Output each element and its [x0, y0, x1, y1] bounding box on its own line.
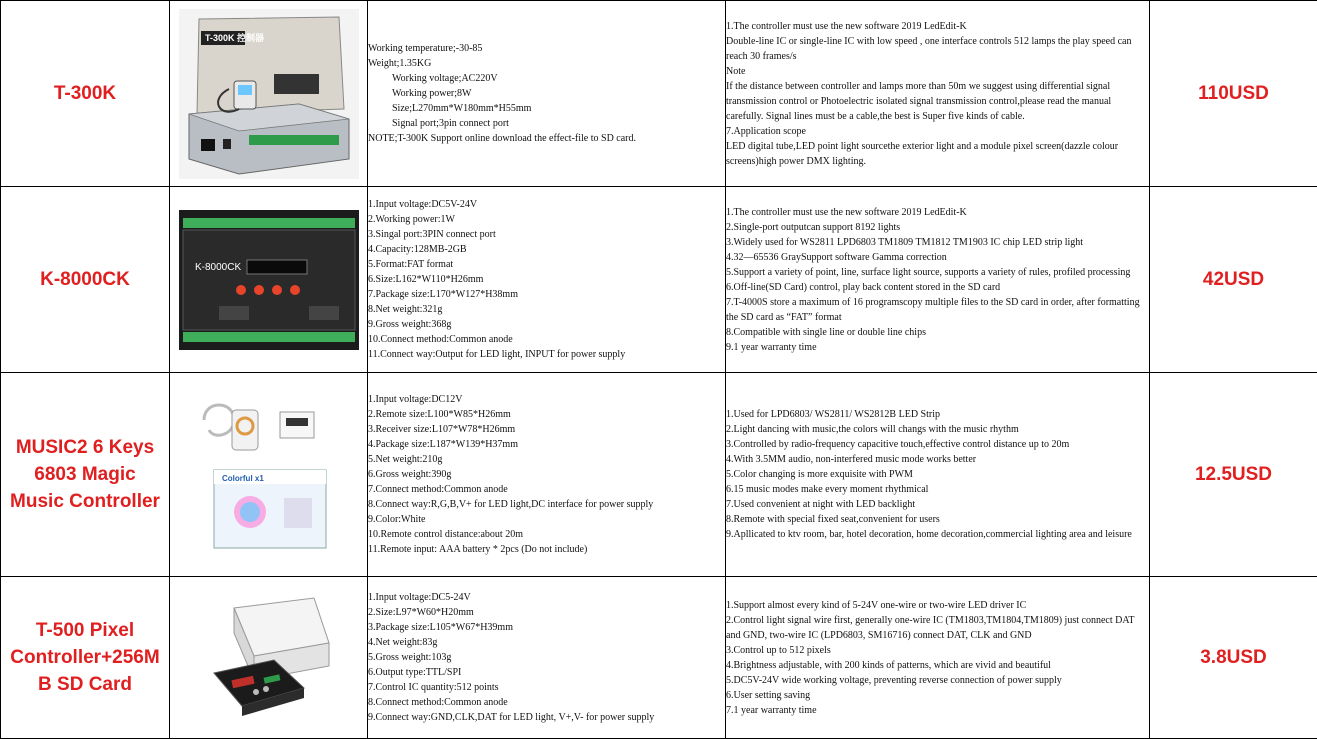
feature-item: 5.Color changing is more exquisite with PWM: [726, 467, 1149, 482]
feature-item: 9.1 year warranty time: [726, 340, 1149, 355]
spec-item: 1.Input voltage:DC5-24V: [368, 590, 725, 605]
product-name-line: K-8000CK: [1, 266, 169, 293]
product-name-line: T-500 Pixel: [1, 617, 169, 644]
k8000ck-controller-image: [179, 210, 359, 350]
feature-list: [726, 373, 1150, 577]
spec-item: 9.Connect way:GND,CLK,DAT for LED light, V+,V- for power supply: [368, 710, 725, 725]
spec-item: 8.Connect method:Common anode: [368, 695, 725, 710]
feature-list: [726, 1, 1150, 187]
feature-item: 6.15 music modes make every moment rhythmical: [726, 482, 1149, 497]
spec-item: 4.Capacity:128MB-2GB: [368, 242, 725, 257]
spec-item: 9.Gross weight:368g: [368, 317, 725, 332]
box-label: Colorful x1: [222, 474, 264, 483]
feature-item: 1.Support almost every kind of 5-24V one-wire or two-wire LED driver IC: [726, 598, 1149, 613]
table-row: [1, 577, 1317, 739]
product-name: [1, 1, 170, 187]
spec-item: 7.Package size:L170*W127*H38mm: [368, 287, 725, 302]
spec-item: 11.Connect way:Output for LED light, INPUT for power supply: [368, 347, 725, 362]
feature-item: 6.User setting saving: [726, 688, 1149, 703]
spec-item: 4.Net weight:83g: [368, 635, 725, 650]
feature-item: 7.Used convenient at night with LED backlight: [726, 497, 1149, 512]
spec-item: 6.Output type:TTL/SPI: [368, 665, 725, 680]
spec-item: 5.Format:FAT format: [368, 257, 725, 272]
spec-item: 5.Net weight:210g: [368, 452, 725, 467]
spec-item: 10.Remote control distance:about 20m: [368, 527, 725, 542]
spec-item: Working power;8W: [368, 86, 725, 101]
feature-item: 2.Single-port outputcan support 8192 lights: [726, 220, 1149, 235]
feature-item: Note: [726, 64, 1149, 79]
product-photo: [170, 373, 368, 577]
product-photo: [170, 1, 368, 187]
spec-item: 3.Package size:L105*W67*H39mm: [368, 620, 725, 635]
feature-item: LED digital tube,LED point light sourcethe exterior light and a module pixel screen(dazzle colour screens)high power DMX lighting.: [726, 139, 1149, 169]
spec-item: Size;L270mm*W180mm*H55mm: [368, 101, 725, 116]
spec-item: 2.Size:L97*W60*H20mm: [368, 605, 725, 620]
spec-item: 2.Remote size:L100*W85*H26mm: [368, 407, 725, 422]
table-row: [1, 187, 1317, 373]
t300k-controller-image: [179, 9, 359, 179]
box-label: T-300K 控制器: [205, 32, 264, 43]
product-photo: [170, 577, 368, 739]
spec-item: 6.Size:L162*W110*H26mm: [368, 272, 725, 287]
spec-item: 5.Gross weight:103g: [368, 650, 725, 665]
product-name-line: Music Controller: [1, 488, 169, 515]
spec-item: 6.Gross weight:390g: [368, 467, 725, 482]
product-price: 110USD: [1150, 1, 1317, 187]
feature-item: 7.Application scope: [726, 124, 1149, 139]
product-name-line: Controller+256M: [1, 644, 169, 671]
feature-item: 4.32—65536 GraySupport software Gamma correction: [726, 250, 1149, 265]
feature-item: 8.Remote with special fixed seat,convenient for users: [726, 512, 1149, 527]
spec-item: 8.Net weight:321g: [368, 302, 725, 317]
feature-list: [726, 187, 1150, 373]
spec-item: 4.Package size:L187*W139*H37mm: [368, 437, 725, 452]
product-name: [1, 373, 170, 577]
music-controller-image: [194, 390, 344, 560]
feature-item: If the distance between controller and lamps more than 50m we suggest using differential signal transmission control or Photoelectric isolated signal transmission control,please read the manual carefully. Signal lines must be a cable,the best is Super five kinds of cable.: [726, 79, 1149, 124]
spec-list: [368, 187, 726, 373]
spec-item: 7.Connect method:Common anode: [368, 482, 725, 497]
spec-item: Working voltage;AC220V: [368, 71, 725, 86]
spec-item: 9.Color:White: [368, 512, 725, 527]
table-row: [1, 373, 1317, 577]
feature-item: 3.Widely used for WS2811 LPD6803 TM1809 TM1812 TM1903 IC chip LED strip light: [726, 235, 1149, 250]
product-price: 3.8USD: [1150, 577, 1317, 739]
feature-item: 9.Apllicated to ktv room, bar, hotel decoration, home decoration,commercial lighting area and leisure: [726, 527, 1149, 542]
feature-item: 2.Control light signal wire first, generally one-wire IC (TM1803,TM1804,TM1809) just connect DAT and GND, two-wire IC (LPD6803, SM16716) connect DAT, CLK and GND: [726, 613, 1149, 643]
feature-item: Double-line IC or single-line IC with low speed , one interface controls 512 lamps the play speed can reach 30 frames/s: [726, 34, 1149, 64]
feature-item: 4.With 3.5MM audio, non-interfered music mode works better: [726, 452, 1149, 467]
t500-controller-image: [194, 588, 344, 728]
product-price: 42USD: [1150, 187, 1317, 373]
feature-item: 4.Brightness adjustable, with 200 kinds of patterns, which are vivid and beautiful: [726, 658, 1149, 673]
spec-item: 7.Control IC quantity:512 points: [368, 680, 725, 695]
product-photo: [170, 187, 368, 373]
table-row: [1, 1, 1317, 187]
feature-item: 1.Used for LPD6803/ WS2811/ WS2812B LED Strip: [726, 407, 1149, 422]
spec-item: 8.Connect way:R,G,B,V+ for LED light,DC interface for power supply: [368, 497, 725, 512]
spec-item: 3.Receiver size:L107*W78*H26mm: [368, 422, 725, 437]
spec-item: Working temperature;-30-85: [368, 41, 725, 56]
feature-list: [726, 577, 1150, 739]
product-name-line: B SD Card: [1, 671, 169, 698]
spec-item: NOTE;T-300K Support online download the effect-file to SD card.: [368, 131, 725, 146]
feature-item: 3.Control up to 512 pixels: [726, 643, 1149, 658]
feature-item: 3.Controlled by radio-frequency capacitive touch,effective control distance up to 20m: [726, 437, 1149, 452]
spec-item: 11.Remote input: AAA battery * 2pcs (Do not include): [368, 542, 725, 557]
spec-item: 2.Working power:1W: [368, 212, 725, 227]
spec-item: Signal port;3pin connect port: [368, 116, 725, 131]
feature-item: 6.Off-line(SD Card) control, play back content stored in the SD card: [726, 280, 1149, 295]
feature-item: 2.Light dancing with music,the colors will changs with the music rhythm: [726, 422, 1149, 437]
product-name-line: MUSIC2 6 Keys: [1, 434, 169, 461]
feature-item: 5.DC5V-24V wide working voltage, preventing reverse connection of power supply: [726, 673, 1149, 688]
spec-list: [368, 373, 726, 577]
feature-item: 7.T-4000S store a maximum of 16 programscopy multiple files to the SD card in order, after formatting the SD card as “FAT” format: [726, 295, 1149, 325]
product-name-line: T-300K: [1, 80, 169, 107]
feature-item: 5.Support a variety of point, line, surface light source, supports a variety of rules, profiled processing: [726, 265, 1149, 280]
panel-label: K-8000CK: [195, 262, 241, 273]
feature-item: 8.Compatible with single line or double line chips: [726, 325, 1149, 340]
spec-item: 3.Singal port:3PIN connect port: [368, 227, 725, 242]
spec-item: 1.Input voltage:DC5V-24V: [368, 197, 725, 212]
spec-item: Weight;1.35KG: [368, 56, 725, 71]
spec-list: [368, 1, 726, 187]
product-price: 12.5USD: [1150, 373, 1317, 577]
spec-item: 10.Connect method:Common anode: [368, 332, 725, 347]
product-name: [1, 577, 170, 739]
feature-item: 1.The controller must use the new software 2019 LedEdit-K: [726, 19, 1149, 34]
spec-list: [368, 577, 726, 739]
spec-item: 1.Input voltage:DC12V: [368, 392, 725, 407]
feature-item: 7.1 year warranty time: [726, 703, 1149, 718]
feature-item: 1.The controller must use the new software 2019 LedEdit-K: [726, 205, 1149, 220]
product-name-line: 6803 Magic: [1, 461, 169, 488]
product-name: [1, 187, 170, 373]
